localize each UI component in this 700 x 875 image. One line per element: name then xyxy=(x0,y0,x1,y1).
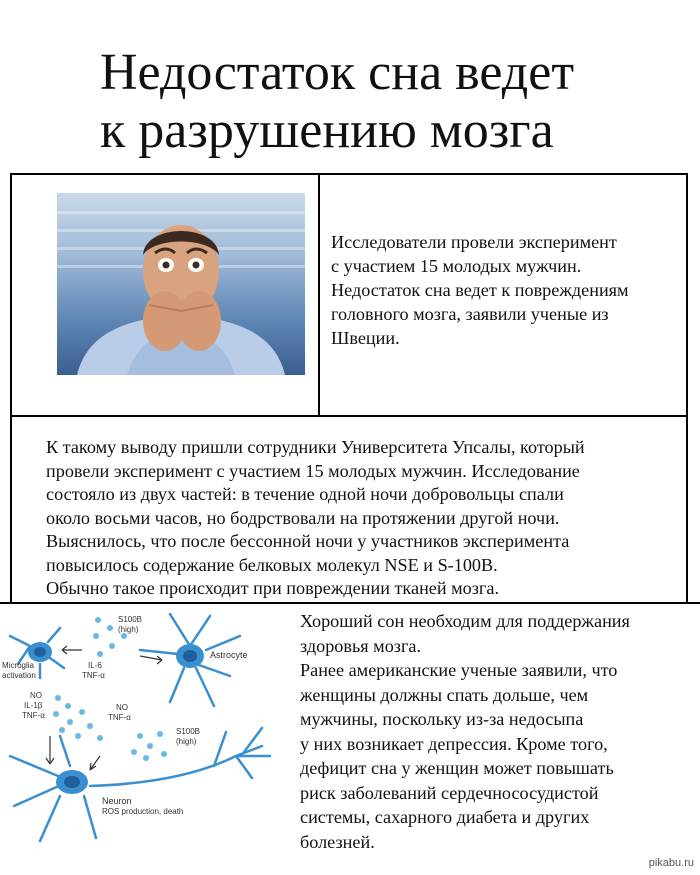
il6-label: IL-6 xyxy=(88,661,102,670)
watermark: pikabu.ru xyxy=(648,857,694,869)
health-paragraph xyxy=(300,609,695,854)
title-line-2: к разрушению мозга xyxy=(100,102,554,159)
summary-line: Швеции. xyxy=(331,328,400,348)
health-line: у них возникает депрессия. Кроме того, xyxy=(300,733,608,754)
summary-line: Недостаток сна ведет к повреждениям xyxy=(331,280,629,300)
health-line: Хороший сон необходим для поддержания xyxy=(300,611,630,631)
health-line: Ранее американские ученые заявили, что xyxy=(300,660,618,680)
details-line: около восьми часов, но бодрствовали на протяжении другой ночи. xyxy=(46,507,560,528)
summary-line: головного мозга, заявили ученые из xyxy=(331,304,609,324)
details-line: К такому выводу пришли сотрудники Университета Упсалы, который xyxy=(46,437,585,457)
s100b-right-label: S100B xyxy=(176,727,201,736)
il1b-label: IL-1β xyxy=(24,701,43,710)
page-title xyxy=(100,44,660,160)
tnf-mid-label: TNF-α xyxy=(82,671,105,680)
ros-label: ROS production, death xyxy=(102,807,184,816)
man-illustration xyxy=(57,193,305,375)
details-line: Выяснилось, что после бессонной ночи у участников эксперимента xyxy=(46,531,570,551)
details-paragraph xyxy=(46,436,676,601)
no-left-label: NO xyxy=(30,691,42,700)
details-line: Обычно такое происходит при повреждении тканей мозга. xyxy=(46,578,500,598)
high-label: (high) xyxy=(118,625,139,634)
health-line: болезней. xyxy=(300,831,375,852)
summary-paragraph xyxy=(331,230,686,350)
neuroinflammation-diagram xyxy=(0,606,290,861)
summary-line: с участием 15 молодых мужчин. xyxy=(331,256,582,276)
worried-man-photo xyxy=(57,193,305,375)
column-divider xyxy=(318,173,320,416)
details-line: состояло из двух частей: в течение одной ночи добровольцы спали xyxy=(46,484,564,504)
astrocyte-label: Astrocyte xyxy=(210,650,248,660)
tnf-left-label: TNF-α xyxy=(22,711,45,720)
health-line: риск заболеваний сердечнососудистой xyxy=(300,782,599,803)
title-line-1: Недостаток сна ведет xyxy=(100,44,575,101)
tnf-mid2-label: TNF-α xyxy=(108,713,131,722)
health-line: системы, сахарного диабета и других xyxy=(300,807,590,827)
no-mid-label: NO xyxy=(116,703,128,712)
summary-line: Исследователи провели эксперимент xyxy=(331,232,617,252)
health-line: здоровья мозга. xyxy=(300,635,422,656)
activation-label: activation xyxy=(2,671,36,680)
microglia-label: Microglia xyxy=(2,661,35,670)
details-line: повысилось содержание белковых молекул NSE и S-100B. xyxy=(46,554,498,575)
details-line: провели эксперимент с участием 15 молодых мужчин. Исследование xyxy=(46,460,580,481)
high-right-label: (high) xyxy=(176,737,197,746)
s100b-label: S100B xyxy=(118,615,143,624)
health-line: женщины должны спать дольше, чем xyxy=(300,684,589,705)
bottom-divider xyxy=(0,602,700,604)
neuron-label: Neuron xyxy=(102,796,132,806)
health-line: мужчины, поскольку из-за недосыпа xyxy=(300,709,584,729)
health-line: дефицит сна у женщин может повышать xyxy=(300,758,614,778)
